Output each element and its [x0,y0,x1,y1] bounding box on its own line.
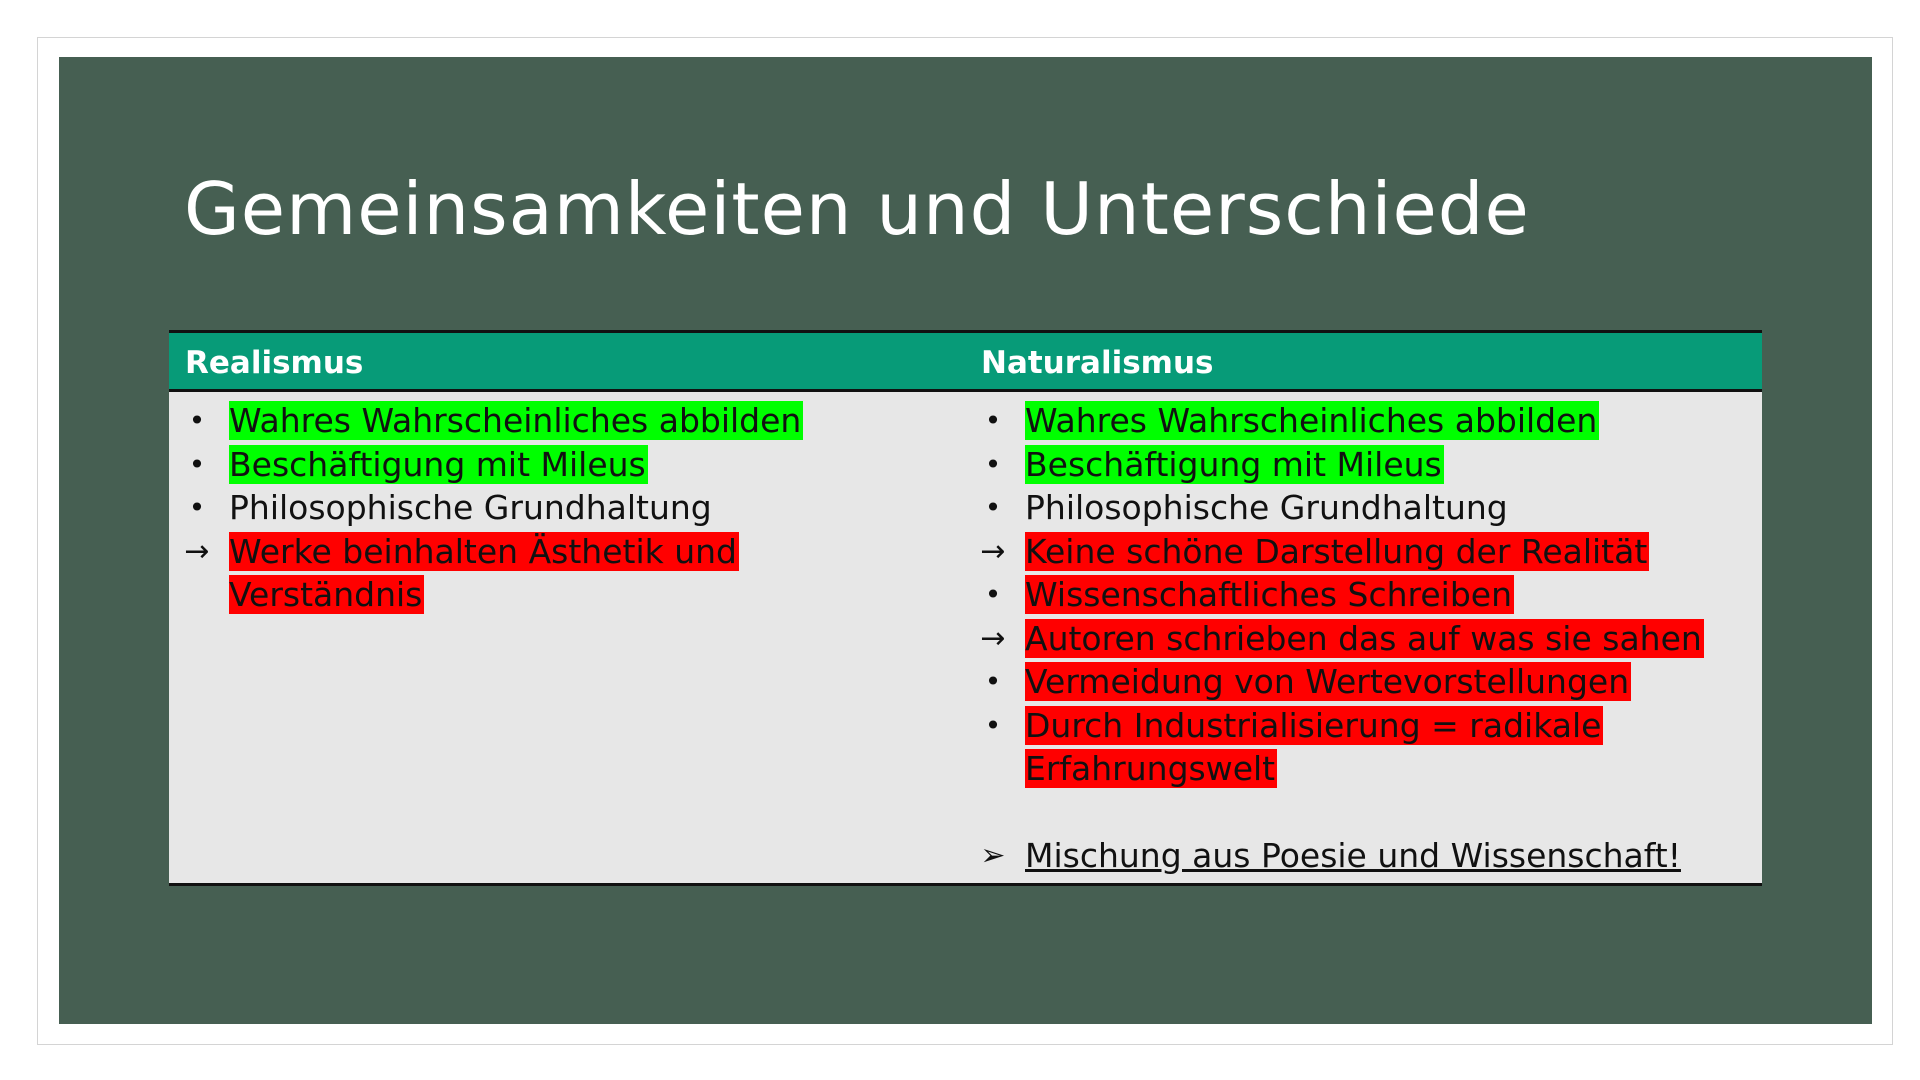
realismus-list [177,399,957,617]
list-item-text: Vermeidung von Wertevorstellungen [1025,662,1630,701]
arrow-right-icon: → [980,533,1006,569]
conclusion-text: Mischung aus Poesie und Wissenschaft! [1025,835,1681,875]
spacer [973,791,1753,834]
list-item-text: Durch Industrialisierung = radikale Erfahrungswelt [1025,705,1602,788]
list-item-text: Philosophische Grundhaltung [1025,488,1508,527]
comparison-table [169,330,1762,886]
bullet-icon: • [188,404,206,437]
slide [59,57,1872,1024]
list-item-text: Beschäftigung mit Mileus [1025,444,1442,484]
list-item [973,573,1753,617]
slide-title: Gemeinsamkeiten und Unterschiede [184,167,1530,251]
list-item-text: Wahres Wahrscheinliches abbilden [1025,401,1598,440]
conclusion-item [973,834,1753,878]
list-item [177,486,957,530]
list-item-text: Beschäftigung mit Mileus [229,444,646,484]
bullet-icon: • [984,491,1002,524]
list-item [973,660,1753,704]
bullet-icon: • [984,404,1002,437]
arrow-right-icon: → [980,620,1006,656]
list-item-text: Wahres Wahrscheinliches abbilden [229,401,802,440]
arrow-right-icon: → [184,533,210,569]
list-item-text: Philosophische Grundhaltung [229,488,712,527]
arrowhead-bullet-icon: ➢ [980,837,1006,873]
list-item-text: Autoren schrieben das auf was sie sahen [1025,618,1702,658]
list-item-text: Wissenschaftliches Schreiben [1025,575,1512,614]
list-item [177,443,957,487]
bullet-icon: • [984,447,1002,481]
bullet-icon: • [984,578,1002,611]
list-item [973,617,1753,661]
list-item-text: Keine schöne Darstellung der Realität [1025,531,1648,571]
header-realismus: Realismus [185,345,364,381]
table-header-row [169,333,1762,392]
bullet-icon: • [984,665,1002,698]
list-item [177,530,789,617]
list-item [973,486,1753,530]
naturalismus-list [973,399,1753,877]
bullet-icon: • [984,708,1002,742]
list-item [177,399,957,443]
bullet-icon: • [188,491,206,524]
list-item [973,443,1753,487]
list-item-text: Werke beinhalten Ästhetik und Verständnis [229,531,737,614]
bullet-icon: • [188,447,206,481]
list-item [973,704,1665,791]
header-naturalismus: Naturalismus [981,345,1214,381]
list-item [973,399,1753,443]
list-item [973,530,1753,574]
